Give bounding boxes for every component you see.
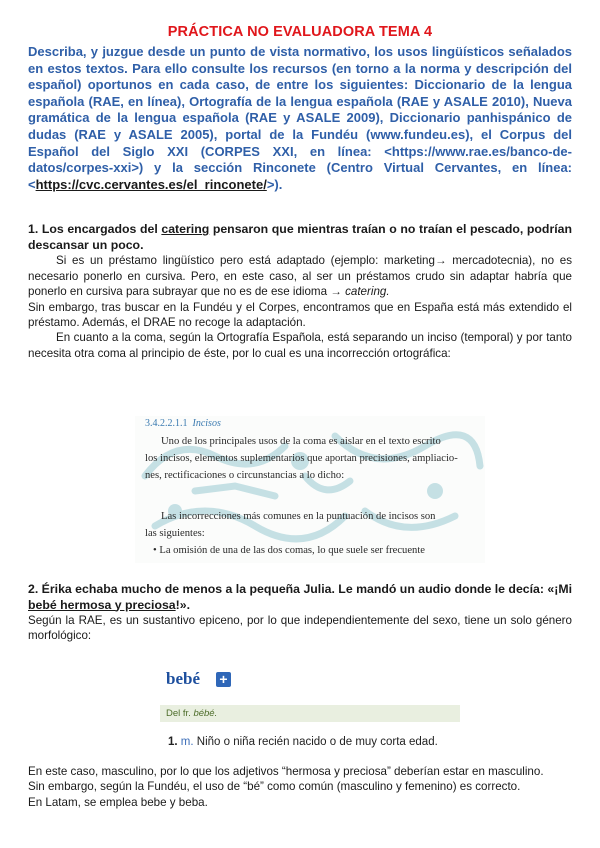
excerpt-heading <box>145 418 221 429</box>
definition <box>168 736 438 748</box>
closing-line-3: En Latam, se emplea bebe y beba. <box>28 795 208 809</box>
instructions-text: Describa, y juzgue desde un punto de vista normativo, los usos lingüísticos señalados en estos textos. Para ello consulte los recursos (en torno a la norma y descripción del español) oportunos en cada caso, de entre los siguientes: Diccionario de la lengua española (RAE, en línea), Ortografía de la lengua española (RAE y ASALE 2010), Nueva gramática de la lengua española (RAE y ASALE 2009), Diccionario panhispánico de dudas (RAE y ASALE 2005), portal de la Fundéu (www.fundeu.es), el Corpus del Español del Siglo XXI (CORPES XXI, en línea: <https://www.rae.es/banco-de-datos/corpes-xxi>) y la sección Rinconete (Centro Virtual Cervantes, en línea: < <box>28 44 572 192</box>
question-1 <box>28 222 572 253</box>
instructions-paragraph <box>28 44 572 193</box>
excerpt-line: Uno de los principales usos de la coma es aislar en el texto escrito <box>161 436 441 447</box>
entry-word: bebé <box>166 669 200 688</box>
definition-text: Niño o niña recién nacido o de muy corta edad. <box>196 736 438 748</box>
instructions-tail: >). <box>266 176 283 192</box>
excerpt-line: los incisos, elementos suplementarios que aportan precisiones, ampliacio- <box>145 453 458 464</box>
etymology-bar <box>160 705 460 722</box>
underlined-bebe: bebé hermosa y preciosa <box>28 597 176 612</box>
question-2-section <box>28 582 572 644</box>
excerpt-line: • La omisión de una de las dos comas, lo que suele ser frecuente <box>153 545 425 556</box>
excerpt-line: las siguientes: <box>145 528 205 539</box>
etymology-text: Del fr. <box>166 708 194 719</box>
definition-number: 1. <box>168 736 178 748</box>
question-2-text-end: !». <box>175 597 190 612</box>
heading-label: Incisos <box>192 418 221 429</box>
expand-plus-icon: + <box>216 672 231 687</box>
closing-line-2: Sin embargo, según la Fundéu, el uso de “bé” como común (masculino y femenino) es correcto. <box>28 780 521 794</box>
heading-number: 3.4.2.2.1.1 <box>145 418 188 429</box>
question-1-text-end: pensaron que mientras traían o no traían el pescado, podrían descansar un poco. <box>28 222 572 252</box>
closing-section <box>28 764 572 810</box>
etymology-word: bébé. <box>193 708 218 719</box>
underlined-catering: catering <box>161 222 210 237</box>
excerpt-line: nes, rectificaciones o circunstancias a lo dicho: <box>145 470 345 481</box>
answer-1-paragraph-1 <box>28 253 572 299</box>
question-1-text: 1. Los encargados del <box>28 222 162 237</box>
page-title: PRÁCTICA NO EVALUADORA TEMA 4 <box>167 24 433 40</box>
answer-1-paragraph-3: En cuanto a la coma, según la Ortografía Española, está separando un inciso (temporal) y por tanto necesita otra coma al principio de éste, por lo cual es una incorrección ortográfica: <box>28 331 572 360</box>
excerpt-line: Las incorrecciones más comunes en la puntuación de incisos son <box>161 511 436 522</box>
answer-1-paragraph-2: Sin embargo, tras buscar en la Fundéu y el Corpes, encontramos que en España está más extendido el préstamo. Además, el DRAE no recoge la adaptación. <box>28 300 572 329</box>
grammar-abbr: m. <box>180 736 194 748</box>
answer-1-text: Si es un préstamo lingüístico pero está adaptado (ejemplo: marketing→ mercadotecnia), no es necesario ponerlo en cursiva. Pero, en este caso, al ser un préstamos crudo sin adaptar habría que ponerlo en cursiva para subrayar que no es de ese idioma → <box>28 254 572 299</box>
closing-line-1: En este caso, masculino, por lo que los adjetivos “hermosa y preciosa” deberían estar en masculino. <box>28 765 544 778</box>
question-2-text: 2. Érika echaba mucho de menos a la pequeña Julia. Le mandó un audio donde le decía: «¡Mi <box>28 582 572 596</box>
question-2 <box>28 582 572 613</box>
italic-catering: catering. <box>345 285 390 299</box>
rae-entry-image <box>160 665 460 761</box>
ortografia-excerpt-image <box>135 416 485 563</box>
answer-2-paragraph-1: Según la RAE, es un sustantivo epiceno, por lo que independientemente del sexo, tiene un solo género morfológico: <box>28 614 572 643</box>
rinconete-link[interactable]: https://cvc.cervantes.es/el_rinconete/ <box>35 176 267 192</box>
document-page <box>28 24 572 361</box>
